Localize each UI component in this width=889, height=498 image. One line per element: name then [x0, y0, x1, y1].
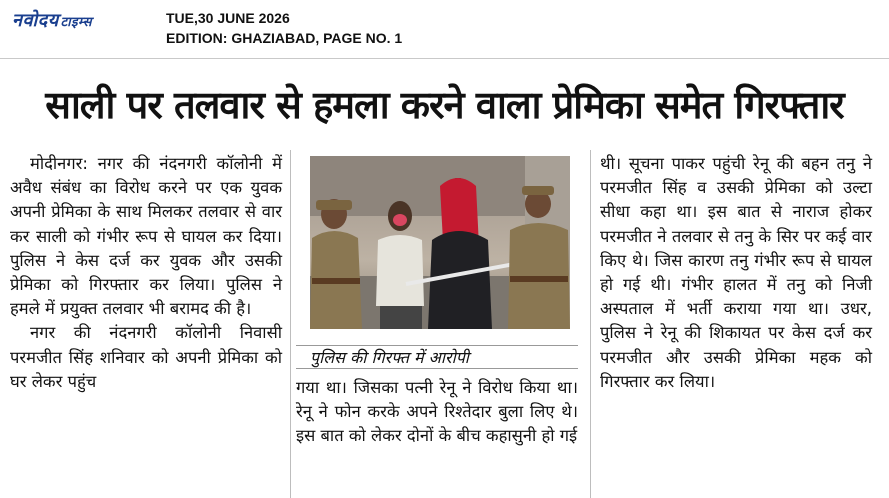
logo-sub: टाइम्स — [60, 15, 92, 30]
column-divider — [290, 150, 291, 498]
masthead — [0, 0, 889, 59]
edition-page: EDITION: GHAZIABAD, PAGE NO. 1 — [166, 30, 403, 46]
article-paragraph: थी। सूचना पाकर पहुंची रेनू की बहन तनु ने परमजीत सिंह व उसकी प्रेमिका को उल्टा सीधा कहा था। इस बात से नाराज होकर परमजीत ने तलवार से तनु के सिर पर कई वार किए थे। जिस कारण तनु गंभीर रूप से घायल हो गई थी। गंभीर हालत में तनु को निजी अस्पताल में भर्ती कराया गया था। उधर, पुलिस ने रेनू की शिकायत पर केस दर्ज कर परमजीत और उसकी प्रेमिका महक को गिरफ्तार कर लिया। — [600, 154, 872, 391]
article-column-3 — [600, 152, 872, 394]
article-paragraph: गया था। जिसका पत्नी रेनू ने विरोध किया था। रेनू ने फोन करके अपने रिश्तेदार बुला लिए थे। इस बात को लेकर दोनों के बीच कहासुनी हो गई — [296, 378, 578, 446]
article-paragraph: मोदीनगर: नगर की नंदनगरी कॉलोनी में अवैध संबंध का विरोध करने पर एक युवक अपनी प्रेमिका के साथ मिलकर तलवार से वार कर साली को गंभीर रूप से घायल कर दिया। पुलिस ने केस दर्ज कर युवक और उसकी प्रेमिका को गिरफ्तार कर लिया। पुलिस ने हमले में प्रयुक्त तलवार भी बरामद की है। — [10, 154, 282, 319]
article-column-1 — [10, 152, 282, 394]
newspaper-logo — [12, 8, 92, 32]
article-column-2 — [296, 376, 578, 449]
edition-info — [166, 8, 402, 48]
photo-illustration — [310, 156, 570, 329]
article-photo — [310, 156, 570, 329]
article-paragraph: नगर की नंदनगरी कॉलोनी निवासी परमजीत सिंह शनिवार को अपनी प्रेमिका को घर लेकर पहुंच — [10, 323, 282, 391]
column-divider — [590, 150, 591, 498]
article-headline: साली पर तलवार से हमला करने वाला प्रेमिका समेत गिरफ्तार — [45, 83, 844, 127]
edition-date: TUE,30 JUNE 2026 — [166, 10, 290, 26]
photo-caption: पुलिस की गिरफ्त में आरोपी — [296, 345, 578, 369]
logo-main: नवोदय — [12, 10, 59, 31]
